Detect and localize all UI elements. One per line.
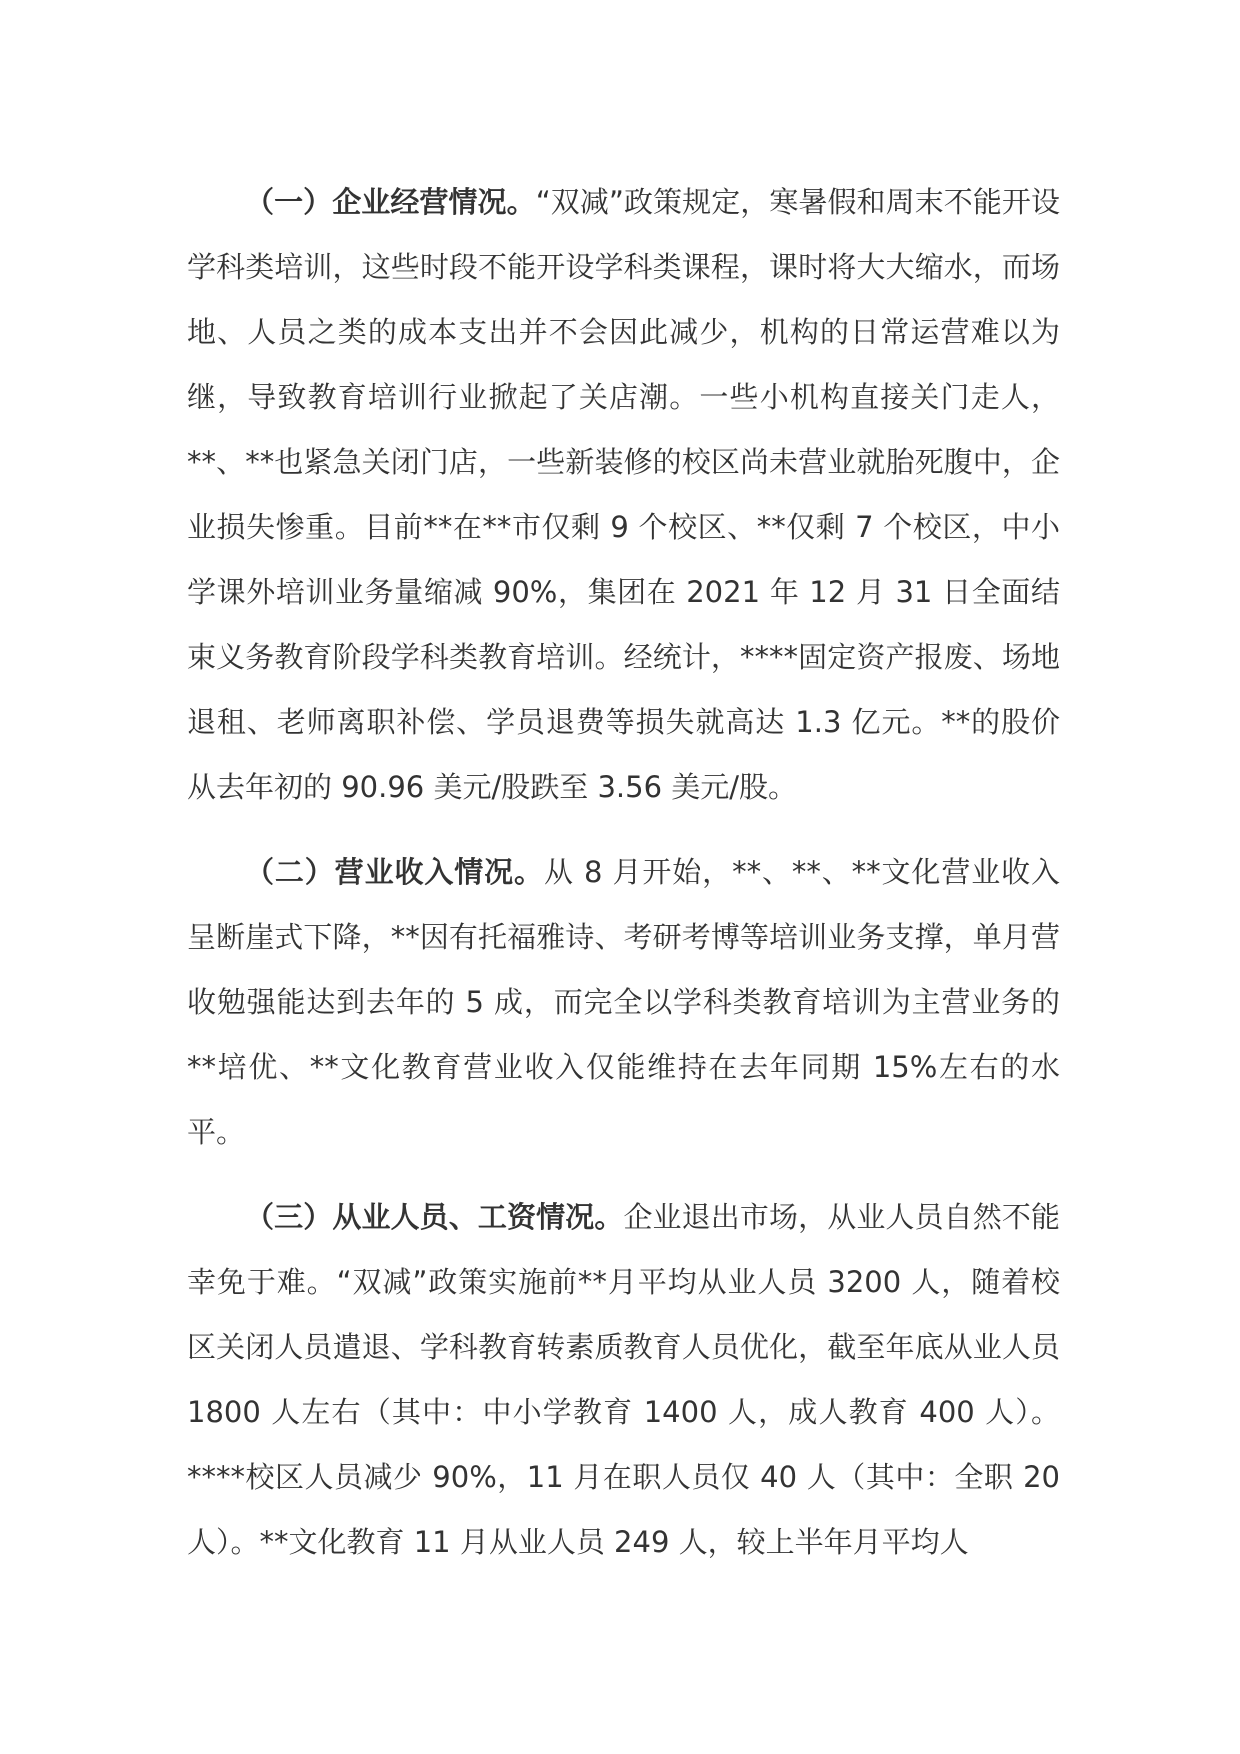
document-page (187, 170, 1060, 1595)
paragraph-text: 从 8 月开始，**、**、**文化营业收入呈断崖式下降，**因有托福雅诗、考研考博等培训业务支撑，单月营收勉强能达到去年的 5 成，而完全以学科类教育培训为主营业务的**培优、**文化教育营业收入仅能维持在去年同期 15%左右的水平。 (187, 855, 1060, 1149)
section-heading: （三）从业人员、工资情况。 (245, 1200, 624, 1234)
paragraph-business-operations (187, 170, 1060, 820)
paragraph-revenue (187, 840, 1060, 1165)
section-heading: （二）营业收入情况。 (245, 855, 544, 889)
paragraph-text: 企业退出市场，从业人员自然不能幸免于难。“双减”政策实施前**月平均从业人员 3200 人，随着校区关闭人员遣退、学科教育转素质教育人员优化，截至年底从业人员 1800 人左右（其中：中小学教育 1400 人，成人教育 400 人）。****校区人员减少 90%，11 月在职人员仅 40 人（其中：全职 20 人）。**文化教育 11 月从业人员 249 人，较上半年月平均人 (187, 1200, 1060, 1559)
section-heading: （一）企业经营情况。 (245, 185, 536, 219)
paragraph-text: “双减”政策规定，寒暑假和周末不能开设学科类培训，这些时段不能开设学科类课程，课时将大大缩水，而场地、人员之类的成本支出并不会因此减少，机构的日常运营难以为继，导致教育培训行业掀起了关店潮。一些小机构直接关门走人，**、**也紧急关闭门店，一些新装修的校区尚未营业就胎死腹中，企业损失惨重。目前**在**市仅剩 9 个校区、**仅剩 7 个校区，中小学课外培训业务量缩减 90%，集团在 2021 年 12 月 31 日全面结束义务教育阶段学科类教育培训。经统计，****固定资产报废、场地退租、老师离职补偿、学员退费等损失就高达 1.3 亿元。**的股价从去年初的 90.96 美元/股跌至 3.56 美元/股。 (187, 185, 1060, 804)
paragraph-employees-wages (187, 1185, 1060, 1575)
